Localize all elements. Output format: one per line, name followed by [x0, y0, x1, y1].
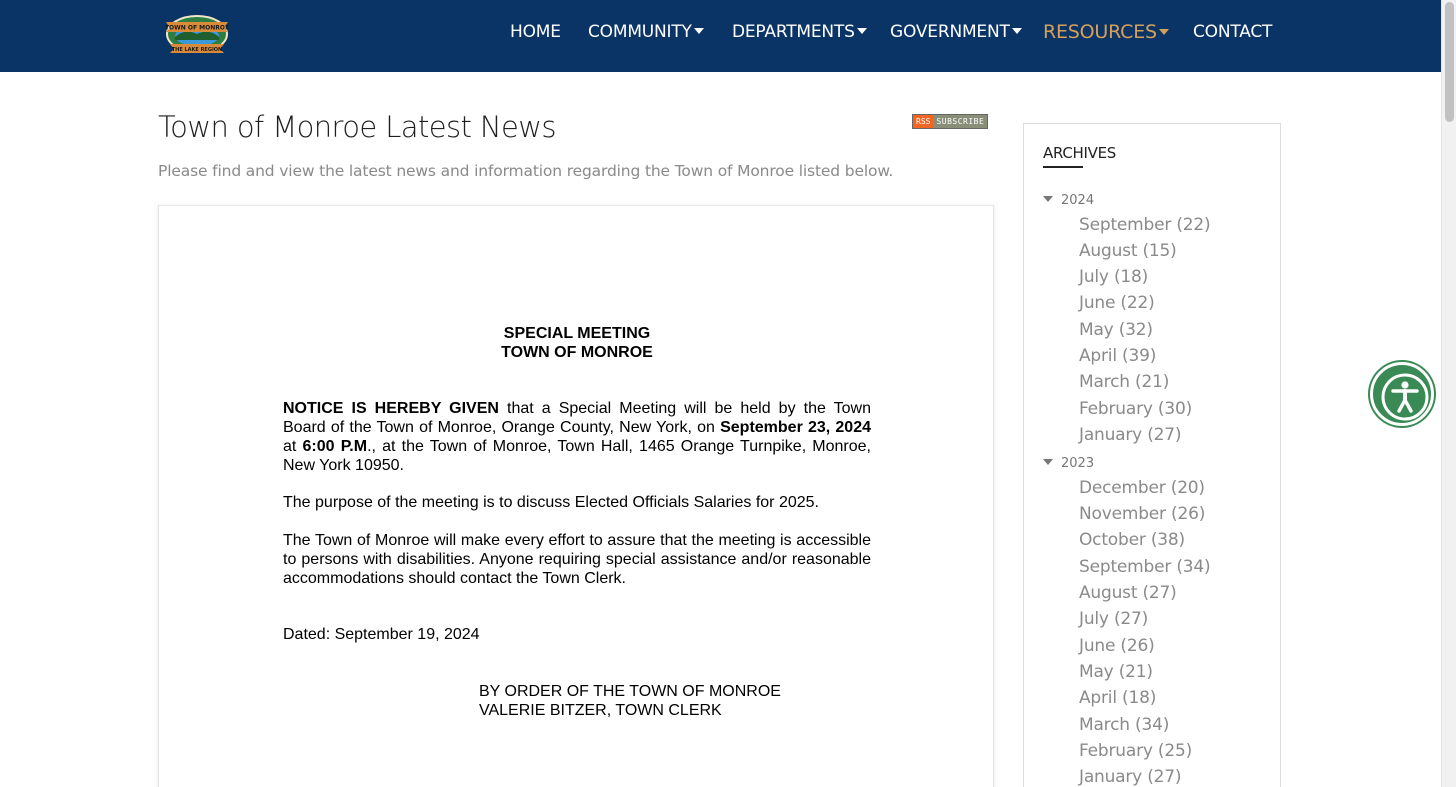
archive-month-link[interactable]: August (15): [1079, 241, 1177, 261]
page-subtitle: Please find and view the latest news and information regarding the Town of Monroe listed below.: [158, 162, 894, 180]
archive-year-label: 2023: [1061, 456, 1095, 471]
nav-contact-label: CONTACT: [1193, 22, 1273, 42]
caret-down-icon: [857, 28, 867, 34]
notice-lead: NOTICE IS HEREBY GIVEN: [283, 400, 499, 417]
nav-home-label: HOME: [510, 22, 561, 42]
archive-month-link[interactable]: January (27): [1079, 767, 1182, 787]
notice-signature: [479, 682, 871, 720]
notice-text-c: ., at the Town of Monroe, Town Hall, 1465 Orange Turnpike, Monroe, New York 10950.: [283, 438, 872, 474]
rss-label: RSS: [913, 115, 933, 128]
accessibility-button[interactable]: [1370, 362, 1434, 426]
archive-month-link[interactable]: January (27): [1079, 425, 1182, 445]
archive-month-link[interactable]: December (20): [1079, 478, 1205, 498]
notice-date: September 23, 2024: [720, 419, 872, 436]
archive-month-link[interactable]: May (32): [1079, 320, 1153, 340]
archive-month-link[interactable]: November (26): [1079, 504, 1206, 524]
logo-text-top: TOWN OF MONROE: [164, 24, 230, 32]
archive-month-link[interactable]: July (27): [1079, 609, 1149, 629]
page-title: Town of Monroe Latest News: [158, 110, 556, 144]
nav-resources[interactable]: [1043, 21, 1169, 43]
archive-year-label: 2024: [1061, 193, 1095, 208]
archives-sidebar: [1023, 123, 1281, 787]
archive-month-link[interactable]: April (18): [1079, 688, 1157, 708]
archives-title-underline: [1043, 166, 1083, 168]
nav-resources-label: RESOURCES: [1043, 21, 1157, 43]
archive-month-link[interactable]: March (34): [1079, 715, 1170, 735]
rss-subscribe-button[interactable]: [912, 114, 988, 129]
nav-departments[interactable]: [732, 22, 867, 42]
notice-heading-line2: TOWN OF MONROE: [501, 344, 653, 361]
notice-paragraph-1: [283, 399, 871, 475]
notice-paragraph-3: The Town of Monroe will make every effort to assure that the meeting is accessible to persons with disabilities. Anyone requiring special assistance and/or reasonable accommodations should contact the Town Clerk.: [283, 532, 871, 587]
page-scrollbar[interactable]: [1441, 0, 1456, 787]
nav-contact[interactable]: [1193, 22, 1272, 42]
accessibility-person-icon: [1379, 371, 1431, 423]
archive-month-link[interactable]: September (34): [1079, 557, 1211, 577]
nav-departments-label: DEPARTMENTS: [732, 22, 855, 42]
archive-month-link[interactable]: March (21): [1079, 372, 1170, 392]
notice-text-b: at: [283, 438, 303, 455]
archive-month-link[interactable]: October (38): [1079, 530, 1185, 550]
archive-month-link[interactable]: February (25): [1079, 741, 1193, 761]
logo-text-bottom: THE LAKE REGION: [171, 47, 223, 53]
site-header: [0, 0, 1441, 72]
archive-month-link[interactable]: May (21): [1079, 662, 1153, 682]
archive-month-link[interactable]: July (18): [1079, 267, 1149, 287]
news-article-card: [158, 205, 994, 787]
archives-title: ARCHIVES: [1043, 144, 1116, 162]
archive-month-link[interactable]: February (30): [1079, 399, 1193, 419]
notice-text-a: that a Special Meeting will be held by the Town Board of the Town of Monroe, Orange County, New York, on: [283, 400, 872, 436]
scrollbar-thumb[interactable]: [1445, 2, 1454, 122]
nav-home[interactable]: [510, 22, 561, 42]
nav-government-label: GOVERNMENT: [890, 22, 1010, 42]
notice-heading-line1: SPECIAL MEETING: [503, 325, 651, 342]
archive-month-link[interactable]: June (22): [1079, 293, 1155, 313]
caret-down-icon: [1159, 29, 1169, 35]
nav-community-label: COMMUNITY: [588, 22, 692, 42]
notice-paragraph-2: The purpose of the meeting is to discuss Elected Officials Salaries for 2025.: [283, 494, 819, 511]
signature-line2: VALERIE BITZER, TOWN CLERK: [479, 702, 722, 719]
caret-down-icon: [1043, 459, 1053, 465]
archive-month-link[interactable]: April (39): [1079, 346, 1157, 366]
archive-month-link[interactable]: June (26): [1079, 636, 1155, 656]
archive-month-link[interactable]: September (22): [1079, 215, 1211, 235]
town-seal-logo[interactable]: [160, 12, 234, 56]
archive-month-link[interactable]: August (27): [1079, 583, 1177, 603]
subscribe-label: SUBSCRIBE: [933, 115, 987, 128]
notice-heading: [283, 324, 871, 362]
notice-time: 6:00 P.M: [302, 438, 368, 455]
caret-down-icon: [694, 28, 704, 34]
meeting-notice: [283, 324, 871, 720]
archive-year-2023[interactable]: [1043, 456, 1094, 471]
archive-year-2024[interactable]: [1043, 193, 1094, 208]
caret-down-icon: [1012, 28, 1022, 34]
nav-government[interactable]: [890, 22, 1022, 42]
notice-dated: Dated: September 19, 2024: [283, 626, 480, 643]
nav-community[interactable]: [588, 22, 704, 42]
caret-down-icon: [1043, 196, 1053, 202]
signature-line1: BY ORDER OF THE TOWN OF MONROE: [479, 683, 781, 700]
